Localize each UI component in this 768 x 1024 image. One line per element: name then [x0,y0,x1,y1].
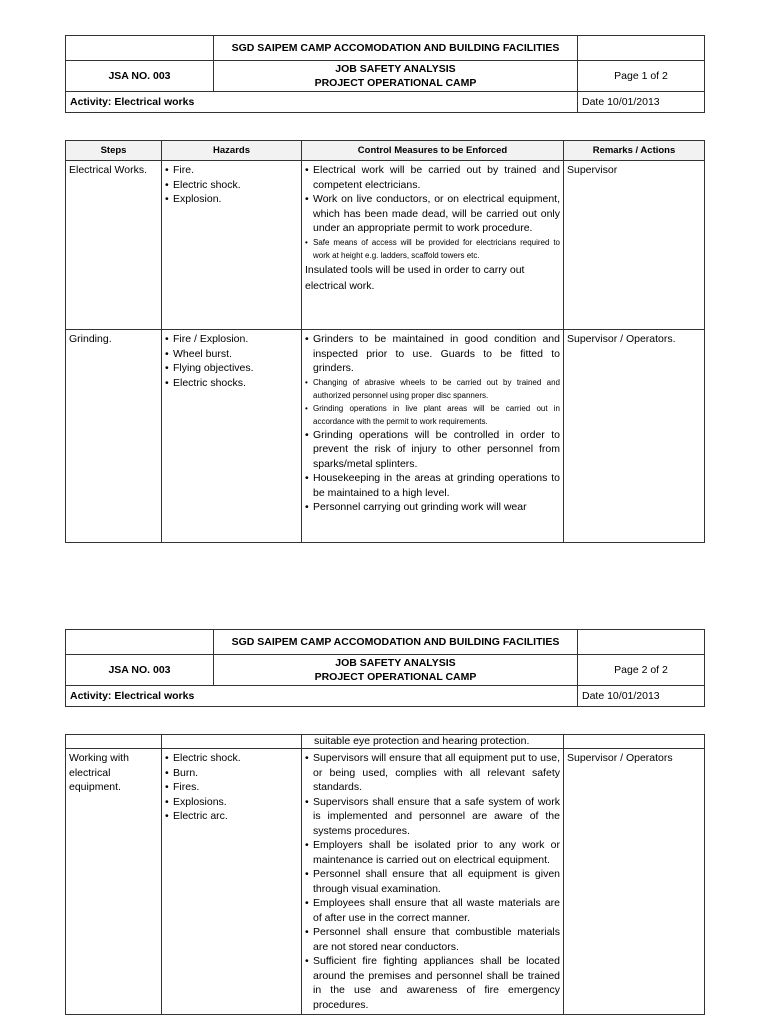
controls-cell [302,161,564,330]
jsa-number: JSA NO. 003 [66,655,214,686]
list-item: • Housekeeping in the areas at grinding operations to be maintained to a high level. [305,471,560,500]
hazards-cell [162,161,302,330]
list-item: • Electrical work will be carried out by trained and competent electricians. [305,163,560,192]
page1-jsa-table [65,140,705,543]
list-item: • Flying objectives. [165,361,298,376]
list-item: • Electric shocks. [165,376,298,391]
list-item: • Explosion. [165,192,298,207]
list-item: • Safe means of access will be provided for electricians required to work at height e.g. ladders, scaffold towers etc. [305,236,560,262]
list-item: • Grinding operations in live plant areas will be carried out in accordance with the permit to work requirements. [305,402,560,428]
list-item: • Personnel shall ensure that all equipment is given through visual examination. [305,867,560,896]
controls-cell [302,330,564,543]
activity-label: Activity: Electrical works [66,92,578,113]
company-name: SGD SAIPEM CAMP ACCOMODATION AND BUILDING FACILITIES [214,630,578,655]
table-row [66,330,705,543]
remarks-cell: Supervisor / Operators [564,749,705,1015]
list-item: • Employers shall be isolated prior to any work or maintenance is carried out on electrical equipment. [305,838,560,867]
date-label: Date 10/01/2013 [578,686,705,707]
list-item: • Fires. [165,780,298,795]
table-row [66,161,705,330]
list-item: • Supervisors shall ensure that a safe system of work is implemented and personnel are aware of the systems procedures. [305,795,560,839]
list-item: • Sufficient fire fighting appliances shall be located around the premises and personnel shall be trained in the use and awareness of fire emergency procedures. [305,954,560,1012]
list-item: • Electric shock. [165,178,298,193]
list-item: • Burn. [165,766,298,781]
hazards-cell [162,330,302,543]
jsa-title: JOB SAFETY ANALYSIS PROJECT OPERATIONAL CAMP [214,655,578,686]
col-steps: Steps [66,141,162,161]
col-controls: Control Measures to be Enforced [302,141,564,161]
step-cell: Grinding. [66,330,162,543]
list-item: • Fire. [165,163,298,178]
list-item: • Personnel shall ensure that combustible materials are not stored near conductors. [305,925,560,954]
list-item: • Electric arc. [165,809,298,824]
controls-cell [302,749,564,1015]
col-hazards: Hazards [162,141,302,161]
page2-jsa-table [65,734,705,1015]
step-cell: Electrical Works. [66,161,162,330]
page-number: Page 1 of 2 [578,61,705,92]
col-remarks: Remarks / Actions [564,141,705,161]
list-item: • Personnel carrying out grinding work will wear [305,500,560,515]
list-item: • Supervisors will ensure that all equipment put to use, or being used, complies with all relevant safety standards. [305,751,560,795]
list-item: • Fire / Explosion. [165,332,298,347]
list-item: • Changing of abrasive wheels to be carried out by trained and authorized personnel using proper disc spanners. [305,376,560,402]
page1-header [65,35,705,113]
list-item: • Electric shock. [165,751,298,766]
activity-label: Activity: Electrical works [66,686,578,707]
remarks-cell: Supervisor / Operators. [564,330,705,543]
remarks-cell: Supervisor [564,161,705,330]
list-item: • Explosions. [165,795,298,810]
list-item: • Employees shall ensure that all waste materials are of after use in the correct manner. [305,896,560,925]
jsa-title: JOB SAFETY ANALYSIS PROJECT OPERATIONAL CAMP [214,61,578,92]
company-name: SGD SAIPEM CAMP ACCOMODATION AND BUILDING FACILITIES [214,36,578,61]
date-label: Date 10/01/2013 [578,92,705,113]
control-note: Insulated tools will be used in order to carry out electrical work. [305,263,525,292]
list-item: • Grinders to be maintained in good condition and inspected prior to use. Guards to be fitted to grinders. [305,332,560,376]
page-number: Page 2 of 2 [578,655,705,686]
continuation-text: suitable eye protection and hearing protection. [302,735,564,749]
page2-header [65,629,705,707]
step-cell: Working with electrical equipment. [66,749,162,1015]
hazards-cell [162,749,302,1015]
list-item: • Grinding operations will be controlled in order to prevent the risk of injury to other personnel from sparks/metal splinters. [305,428,560,472]
jsa-number: JSA NO. 003 [66,61,214,92]
list-item: • Work on live conductors, or on electrical equipment, which has been made dead, will be carried out only under an appropriate permit to work procedure. [305,192,560,236]
table-row [66,749,705,1015]
list-item: • Wheel burst. [165,347,298,362]
